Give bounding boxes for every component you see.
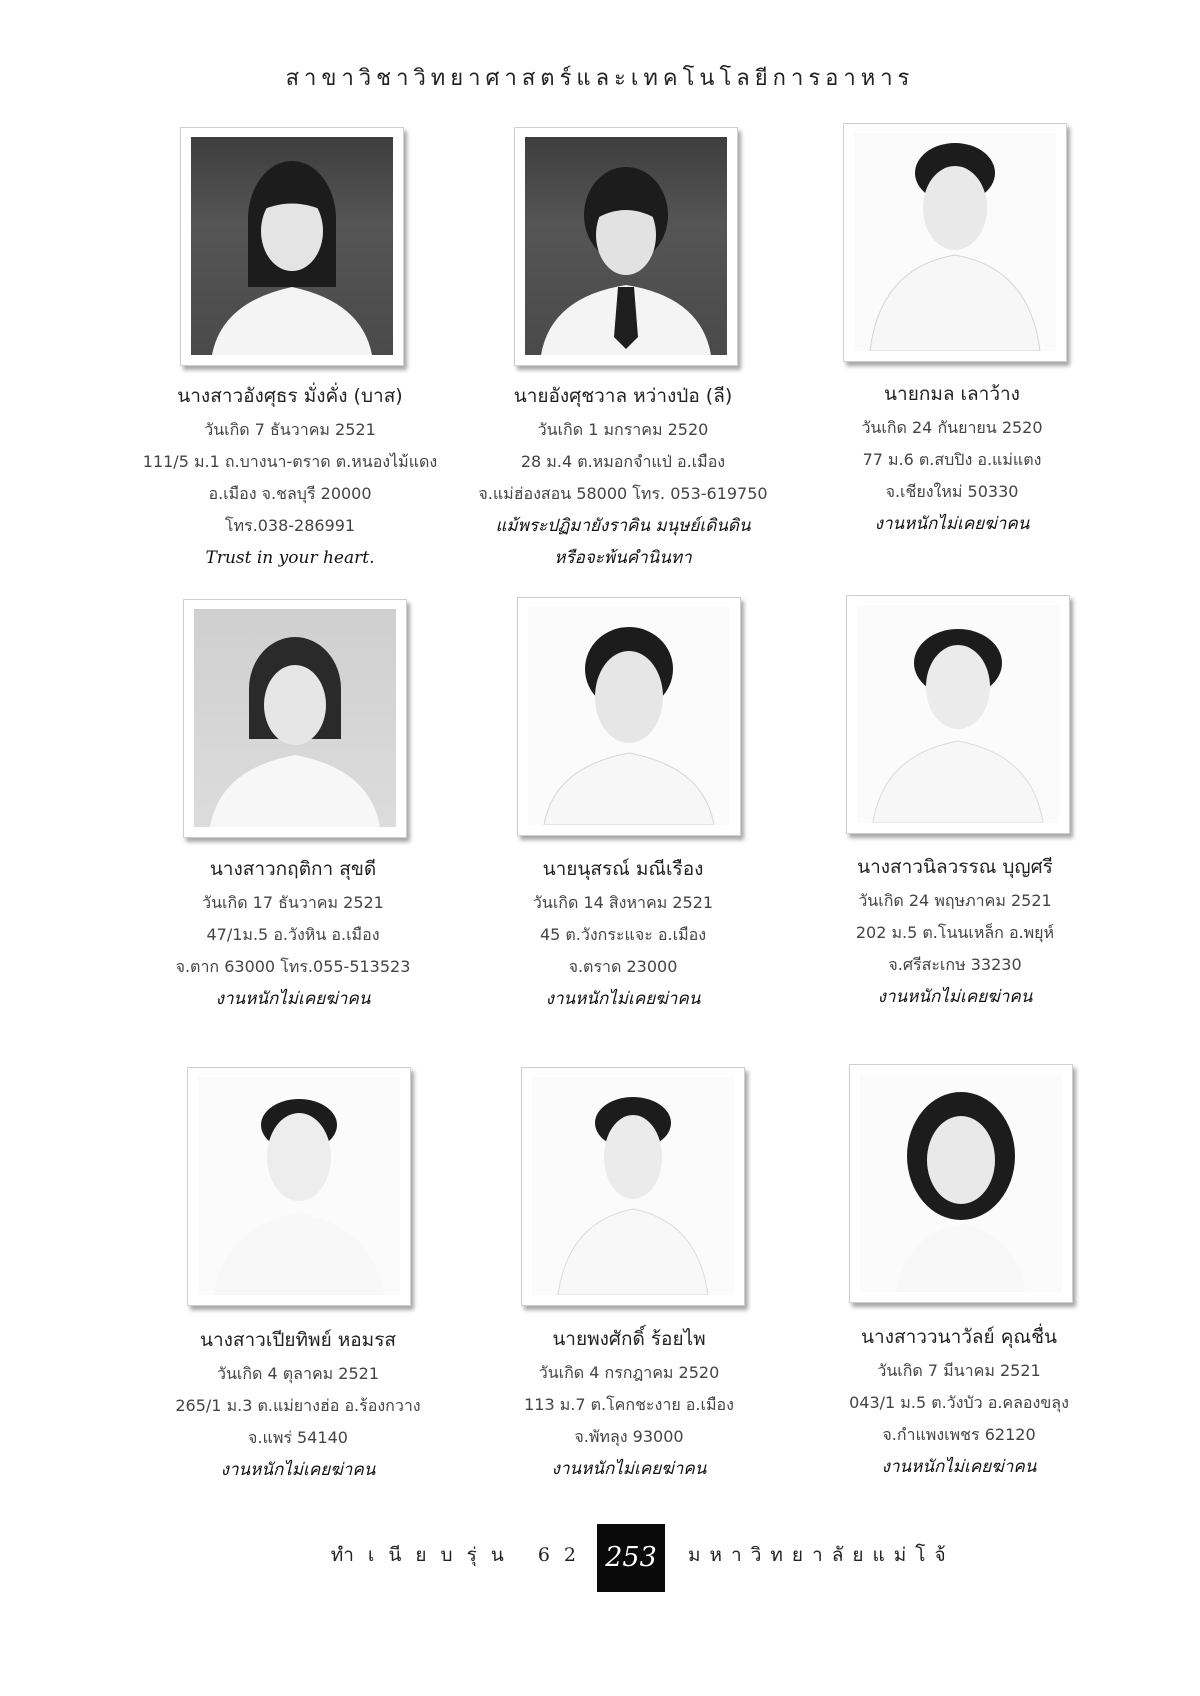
person-card — [775, 855, 1135, 1013]
portrait-photo — [521, 1067, 745, 1306]
footer-university-label: มหาวิทยาลัยแม่โจ้ — [688, 1544, 955, 1566]
birth-date: วันเกิด 17 ธันวาคม 2521 — [202, 893, 384, 912]
portrait-photo — [187, 1067, 411, 1306]
portrait-photo — [180, 127, 404, 366]
motto: งานหนักไม่เคยฆ่าคน — [215, 989, 371, 1009]
address-line: 77 ม.6 ต.สบปิง อ.แม่แตง — [862, 450, 1042, 469]
motto: งานหนักไม่เคยฆ่าคน — [545, 989, 701, 1009]
person-name: นางสาวนิลวรรณ บุญศรี — [857, 856, 1053, 878]
phone-line: โทร.038-286991 — [224, 516, 356, 535]
birth-date: วันเกิด 4 กรกฎาคม 2520 — [538, 1363, 720, 1382]
address-line: 47/1ม.5 อ.วังหิน อ.เมือง — [206, 925, 380, 944]
person-card — [110, 384, 470, 574]
motto: งานหนักไม่เคยฆ่าคน — [551, 1459, 707, 1479]
person-card — [113, 857, 473, 1015]
address-line: 28 ม.4 ต.หมอกจำแป่ อ.เมือง — [520, 452, 726, 471]
address-line: 113 ม.7 ต.โคกชะงาย อ.เมือง — [524, 1395, 734, 1414]
motto: หรือจะพ้นคำนินทา — [554, 548, 692, 568]
address-line: 265/1 ม.3 ต.แม่ยางฮ่อ อ.ร้องกวาง — [175, 1396, 421, 1415]
person-card — [118, 1328, 478, 1486]
portrait-photo — [846, 595, 1070, 834]
address-line: จ.กำแพงเพชร 62120 — [882, 1425, 1036, 1444]
motto: งานหนักไม่เคยฆ่าคน — [881, 1457, 1037, 1477]
person-card — [772, 382, 1132, 540]
person-name: นายกมล เลาว้าง — [884, 383, 1020, 405]
person-card — [443, 384, 803, 574]
motto: Trust in your heart. — [205, 548, 375, 568]
address-line: 202 ม.5 ต.โนนเหล็ก อ.พยุห์ — [855, 923, 1055, 942]
person-name: นายนุสรณ์ มณีเรือง — [542, 858, 704, 880]
person-name: นางสาวกฤติกา สุขดี — [209, 858, 377, 880]
address-line: จ.ตราด 23000 — [568, 957, 678, 976]
motto: งานหนักไม่เคยฆ่าคน — [874, 514, 1030, 534]
address-line: 111/5 ม.1 ถ.บางนา-ตราด ต.หนองไม้แดง — [142, 452, 438, 471]
motto: งานหนักไม่เคยฆ่าคน — [220, 1460, 376, 1480]
person-card — [443, 857, 803, 1015]
portrait-photo — [514, 127, 738, 366]
portrait-photo — [183, 599, 407, 838]
person-name: นายอังศุชวาล หว่างป่อ (ลี) — [513, 385, 733, 407]
address-line: จ.ตาก 63000 โทร.055-513523 — [175, 957, 411, 976]
page-footer — [0, 1522, 1200, 1592]
portrait-photo — [849, 1064, 1073, 1303]
address-line: จ.แม่ฮ่องสอน 58000 โทร. 053-619750 — [478, 484, 768, 503]
person-card — [449, 1327, 809, 1485]
motto: แม้พระปฏิมายังราคิน มนุษย์เดินดิน — [495, 516, 751, 536]
person-name: นางสาววนาวัลย์ คุณชื่น — [861, 1326, 1057, 1348]
page-title: สาขาวิชาวิทยาศาสตร์และเทคโนโลยีการอาหาร — [285, 66, 915, 91]
address-line: จ.เชียงใหม่ 50330 — [885, 482, 1019, 501]
birth-date: วันเกิด 7 ธันวาคม 2521 — [204, 420, 376, 439]
address-line: จ.พัทลุง 93000 — [574, 1427, 684, 1446]
address-line: 043/1 ม.5 ต.วังบัว อ.คลองขลุง — [849, 1393, 1069, 1412]
address-line: จ.ศรีสะเกษ 33230 — [888, 955, 1022, 974]
birth-date: วันเกิด 1 มกราคม 2520 — [537, 420, 709, 439]
motto: งานหนักไม่เคยฆ่าคน — [877, 987, 1033, 1007]
birth-date: วันเกิด 24 พฤษภาคม 2521 — [858, 891, 1052, 910]
birth-date: วันเกิด 7 มีนาคม 2521 — [877, 1361, 1041, 1380]
portrait-photo — [517, 597, 741, 836]
page-number: 253 — [597, 1524, 665, 1592]
birth-date: วันเกิด 14 สิงหาคม 2521 — [532, 893, 714, 912]
birth-date: วันเกิด 24 กันยายน 2520 — [861, 418, 1043, 437]
person-name: นางสาวเปียทิพย์ หอมรส — [199, 1329, 397, 1351]
address-line: จ.แพร่ 54140 — [248, 1428, 348, 1447]
person-name: นางสาวอังศุธร มั่งคั่ง (บาส) — [177, 385, 403, 407]
portrait-photo — [843, 123, 1067, 362]
address-line: 45 ต.วังกระแจะ อ.เมือง — [539, 925, 707, 944]
person-card — [779, 1325, 1139, 1483]
address-line: อ.เมือง จ.ชลบุรี 20000 — [208, 484, 372, 503]
birth-date: วันเกิด 4 ตุลาคม 2521 — [216, 1364, 380, 1383]
person-name: นายพงศักดิ์ ร้อยไพ — [552, 1328, 706, 1350]
footer-yearbook-label: ทำเนียบรุ่น 62 — [330, 1544, 590, 1566]
